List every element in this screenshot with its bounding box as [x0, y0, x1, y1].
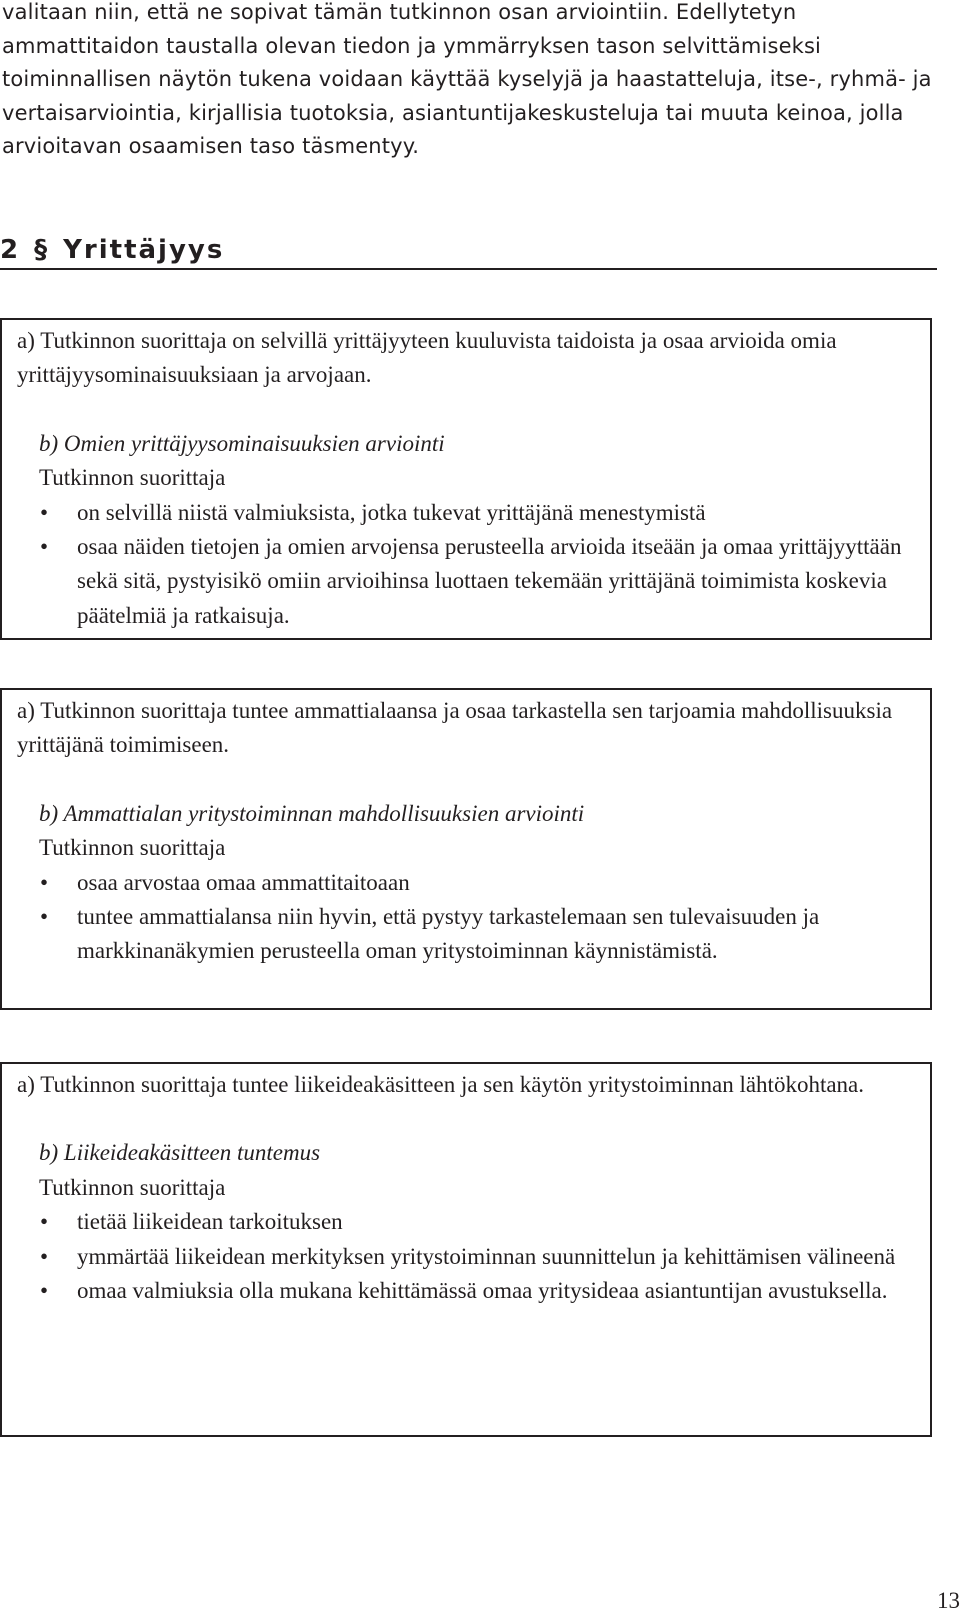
criteria-subject: Tutkinnon suorittaja: [39, 465, 226, 491]
list-item-text: omaa valmiuksia olla mukana kehittämässä omaa yritysideaa asiantuntijan avustuksella.: [77, 1278, 888, 1304]
goal-text: a) Tutkinnon suorittaja on selvillä yrittäjyyteen kuuluvista taidoista ja osaa arvioida omia yrittäjyysominaisuuksiaan ja arvojaan.: [17, 328, 837, 388]
list-item-text: osaa arvostaa omaa ammattitaitoaan: [77, 869, 410, 895]
list-item: [39, 1205, 914, 1239]
list-item-text: tietää liikeidean tarkoituksen: [77, 1209, 343, 1235]
bullet-icon: •: [39, 904, 49, 930]
list-item-text: ymmärtää liikeidean merkityksen yritystoiminnan suunnittelun ja kehittämisen välineenä: [77, 1243, 896, 1269]
list-item: [39, 496, 914, 530]
section-title: Yrittäjyys: [63, 235, 225, 265]
list-item: [39, 530, 914, 633]
bullet-icon: •: [39, 499, 49, 525]
list-item: [39, 866, 914, 900]
bullet-icon: •: [39, 1278, 49, 1304]
criteria-list: [17, 496, 914, 634]
criteria-list: [17, 866, 914, 969]
section-symbol: §: [34, 235, 50, 265]
criteria-list: [17, 1205, 914, 1308]
goal-text: a) Tutkinnon suorittaja tuntee ammattialaansa ja osaa tarkastella sen tarjoamia mahdollisuuksia yrittäjänä toimimiseen.: [17, 698, 893, 758]
criteria-box-1: [0, 318, 932, 640]
criteria-subject: Tutkinnon suorittaja: [39, 835, 226, 861]
criteria-subject: Tutkinnon suorittaja: [39, 1174, 226, 1200]
list-item-text: tuntee ammattialansa niin hyvin, että pystyy tarkastelemaan sen tulevaisuuden ja markkinanäkymien perusteella oman yritystoiminnan käynnistämistä.: [77, 904, 820, 964]
list-item: [39, 900, 914, 969]
criteria-title: b) Liikeideakäsitteen tuntemus: [39, 1140, 321, 1166]
list-item-text: osaa näiden tietojen ja omien arvojensa perusteella arvioida itseään ja omaa yrittäjyyttään sekä sitä, pystyisikö omiin arvioihinsa luottaen tekemään yrittäjänä toimimista koskevia päätelmiä ja ratkaisuja.: [77, 534, 902, 628]
section-heading: [0, 226, 937, 270]
criteria-box-2: [0, 688, 932, 1010]
bullet-icon: •: [39, 1243, 49, 1269]
list-item: [39, 1274, 914, 1308]
list-item-text: on selvillä niistä valmiuksista, jotka tukevat yrittäjänä menestymistä: [77, 499, 706, 525]
bullet-icon: •: [39, 869, 49, 895]
criteria-title: b) Omien yrittäjyysominaisuuksien arviointi: [39, 430, 445, 456]
goal-text: a) Tutkinnon suorittaja tuntee liikeideakäsitteen ja sen käytön yritystoiminnan lähtökohtana.: [17, 1072, 865, 1097]
list-item: [39, 1240, 914, 1274]
section-number: 2: [0, 235, 21, 265]
intro-paragraph: valitaan niin, että ne sopivat tämän tutkinnon osan arviointiin. Edellytetyn ammattitaidon taustalla olevan tiedon ja ymmärryksen tason selvittämiseksi toiminnallisen näytön tukena voidaan käyttää kyselyjä ja haastatteluja, itse-, ryhmä- ja vertaisarviointia, kirjallisia tuotoksia, asiantuntijakeskusteluja tai muuta keinoa, jolla arvioitavan osaamisen taso täsmentyy.: [2, 0, 932, 159]
page-number: 13: [937, 1588, 960, 1613]
criteria-title: b) Ammattialan yritystoiminnan mahdollisuuksien arviointi: [39, 800, 585, 826]
bullet-icon: •: [39, 1209, 49, 1235]
criteria-box-3: [0, 1062, 932, 1437]
bullet-icon: •: [39, 534, 49, 560]
